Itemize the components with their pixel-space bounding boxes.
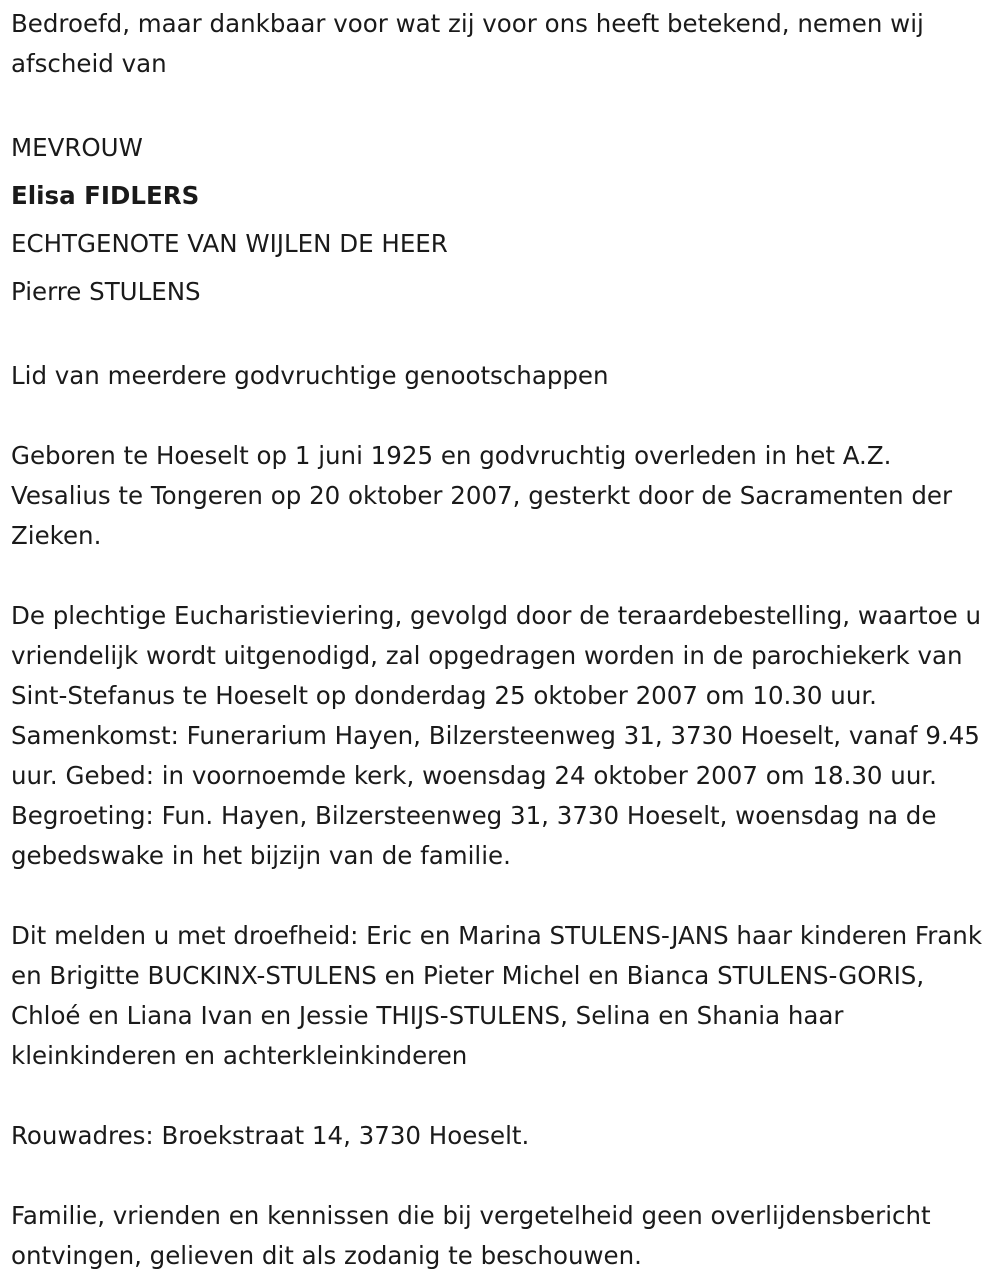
deceased-name: Elisa FIDLERS <box>11 181 200 210</box>
family-paragraph: Dit melden u met droefheid: Eric en Marina STULENS-JANS haar kinderen Frank en Brigitte BUCKINX-STULENS en Pieter Michel en Bianca STULENS-GORIS, Chloé en Liana Ivan en Jessie THIJS-STULENS, Selina en Shania haar kleinkinderen en achterkleinkinderen <box>11 921 983 1070</box>
intro-paragraph: Bedroefd, maar dankbaar voor wat zij voor ons heeft betekend, nemen wij afscheid van <box>11 9 924 78</box>
address-paragraph: Rouwadres: Broekstraat 14, 3730 Hoeselt. <box>11 1121 530 1150</box>
membership-paragraph: Lid van meerdere godvruchtige genootschappen <box>11 361 609 390</box>
obituary-document <box>11 4 993 1276</box>
spouse-line: ECHTGENOTE VAN WIJLEN DE HEER <box>11 229 448 258</box>
ceremony-paragraph: De plechtige Eucharistieviering, gevolgd door de teraardebestelling, waartoe u vriendelijk wordt uitgenodigd, zal opgedragen worden in de parochiekerk van Sint-Stefanus te Hoeselt op donderdag 25 oktober 2007 om 10.30 uur. Samenkomst: Funerarium Hayen, Bilzersteenweg 31, 3730 Hoeselt, vanaf 9.45 uur. Gebed: in voornoemde kerk, woensdag 24 oktober 2007 om 18.30 uur. Begroeting: Fun. Hayen, Bilzersteenweg 31, 3730 Hoeselt, woensdag na de gebedswake in het bijzijn van de familie. <box>11 601 981 870</box>
spacer <box>11 316 993 356</box>
closing-paragraph: Familie, vrienden en kennissen die bij vergetelheid geen overlijdensbericht ontvingen, gelieven dit als zodanig te beschouwen. <box>11 1201 931 1270</box>
spouse-name: Pierre STULENS <box>11 277 201 306</box>
title-line: MEVROUW <box>11 133 143 162</box>
birth-death-paragraph: Geboren te Hoeselt op 1 juni 1925 en godvruchtig overleden in het A.Z. Vesalius te Tongeren op 20 oktober 2007, gesterkt door de Sacramenten der Zieken. <box>11 441 953 550</box>
